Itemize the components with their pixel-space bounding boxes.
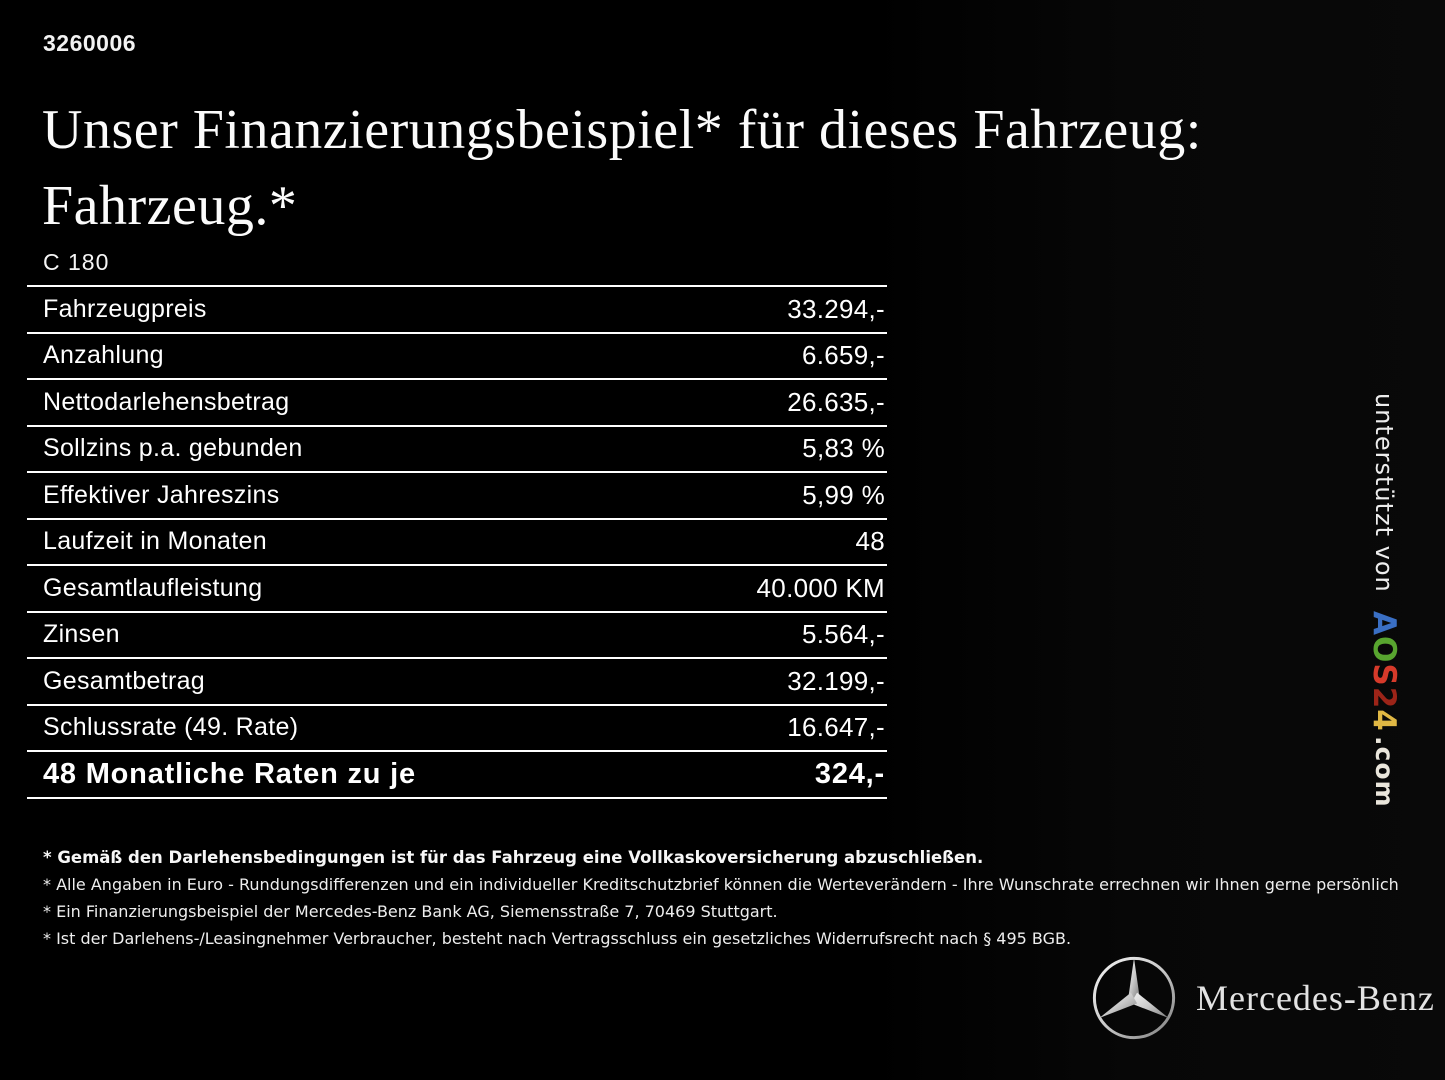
row-value: 16.647,- bbox=[787, 712, 885, 743]
footnote: * Ein Finanzierungsbeispiel der Mercedes-Benz Bank AG, Siemensstraße 7, 70469 Stuttgart. bbox=[43, 902, 778, 921]
footnote: * Ist der Darlehens-/Leasingnehmer Verbraucher, besteht nach Vertragsschluss ein gesetzliches Widerrufsrecht nach § 495 BGB. bbox=[43, 929, 1072, 948]
row-label: Gesamtlaufleistung bbox=[43, 573, 263, 602]
mercedes-star-icon bbox=[1090, 954, 1178, 1042]
row-label: Schlussrate (49. Rate) bbox=[43, 713, 299, 742]
row-value: 33.294,- bbox=[787, 293, 885, 324]
aos24-logo bbox=[1366, 611, 1402, 732]
row-value: 5,99 % bbox=[802, 479, 885, 510]
row-value: 324,- bbox=[814, 757, 885, 790]
row-value: 40.000 KM bbox=[756, 572, 885, 603]
aos24-letter: 4 bbox=[1366, 709, 1402, 732]
table-row bbox=[27, 564, 887, 611]
supported-by-label: unterstützt von bbox=[1370, 393, 1398, 593]
page-title-line1: Unser Finanzierungsbeispiel* für dieses Fahrzeug: bbox=[42, 99, 1202, 161]
support-banner bbox=[1366, 393, 1402, 813]
row-label: Zinsen bbox=[43, 620, 120, 649]
footnotes bbox=[43, 844, 1399, 952]
row-label: Gesamtbetrag bbox=[43, 666, 206, 695]
aos24-domain-suffix: .com bbox=[1370, 735, 1399, 808]
aos24-letter: A bbox=[1366, 610, 1402, 636]
finance-table bbox=[27, 285, 887, 799]
row-value: 5,83 % bbox=[802, 433, 885, 464]
table-row bbox=[27, 332, 887, 379]
row-value: 32.199,- bbox=[787, 665, 885, 696]
table-row bbox=[27, 611, 887, 658]
table-row bbox=[27, 285, 887, 332]
page-title-line2: Fahrzeug.* bbox=[42, 175, 298, 237]
aos24-letter: S bbox=[1366, 663, 1402, 687]
row-label: Nettodarlehensbetrag bbox=[43, 387, 290, 416]
table-row bbox=[27, 518, 887, 565]
aos24-letter: O bbox=[1366, 635, 1402, 664]
row-value: 48 bbox=[855, 526, 885, 557]
table-row bbox=[27, 425, 887, 472]
footnote: * Gemäß den Darlehensbedingungen ist für das Fahrzeug eine Vollkaskoversicherung abzuschließen. bbox=[43, 848, 984, 867]
table-row bbox=[27, 378, 887, 425]
table-row bbox=[27, 657, 887, 704]
row-label: Sollzins p.a. gebunden bbox=[43, 434, 303, 463]
row-value: 26.635,- bbox=[787, 386, 885, 417]
table-row bbox=[27, 471, 887, 518]
table-row-total bbox=[27, 750, 887, 799]
row-value: 5.564,- bbox=[801, 619, 885, 650]
vehicle-model: C 180 bbox=[43, 249, 110, 275]
row-label: Effektiver Jahreszins bbox=[43, 480, 280, 509]
aos24-letter: 2 bbox=[1366, 686, 1402, 709]
footnote: * Alle Angaben in Euro - Rundungsdifferenzen und ein individueller Kreditschutzbrief können die Werteverändern - Ihre Wunschrate errechnen wir Ihnen gerne persönlich bbox=[43, 875, 1399, 894]
page-title bbox=[42, 92, 1202, 244]
row-value: 6.659,- bbox=[801, 340, 885, 371]
document-number: 3260006 bbox=[43, 30, 137, 56]
row-label: Fahrzeugpreis bbox=[43, 294, 207, 323]
row-label: Laufzeit in Monaten bbox=[43, 527, 267, 556]
row-label: 48 Monatliche Raten zu je bbox=[43, 757, 416, 790]
brand-wordmark: Mercedes-Benz bbox=[1196, 978, 1435, 1018]
row-label: Anzahlung bbox=[43, 341, 164, 370]
table-row bbox=[27, 704, 887, 751]
